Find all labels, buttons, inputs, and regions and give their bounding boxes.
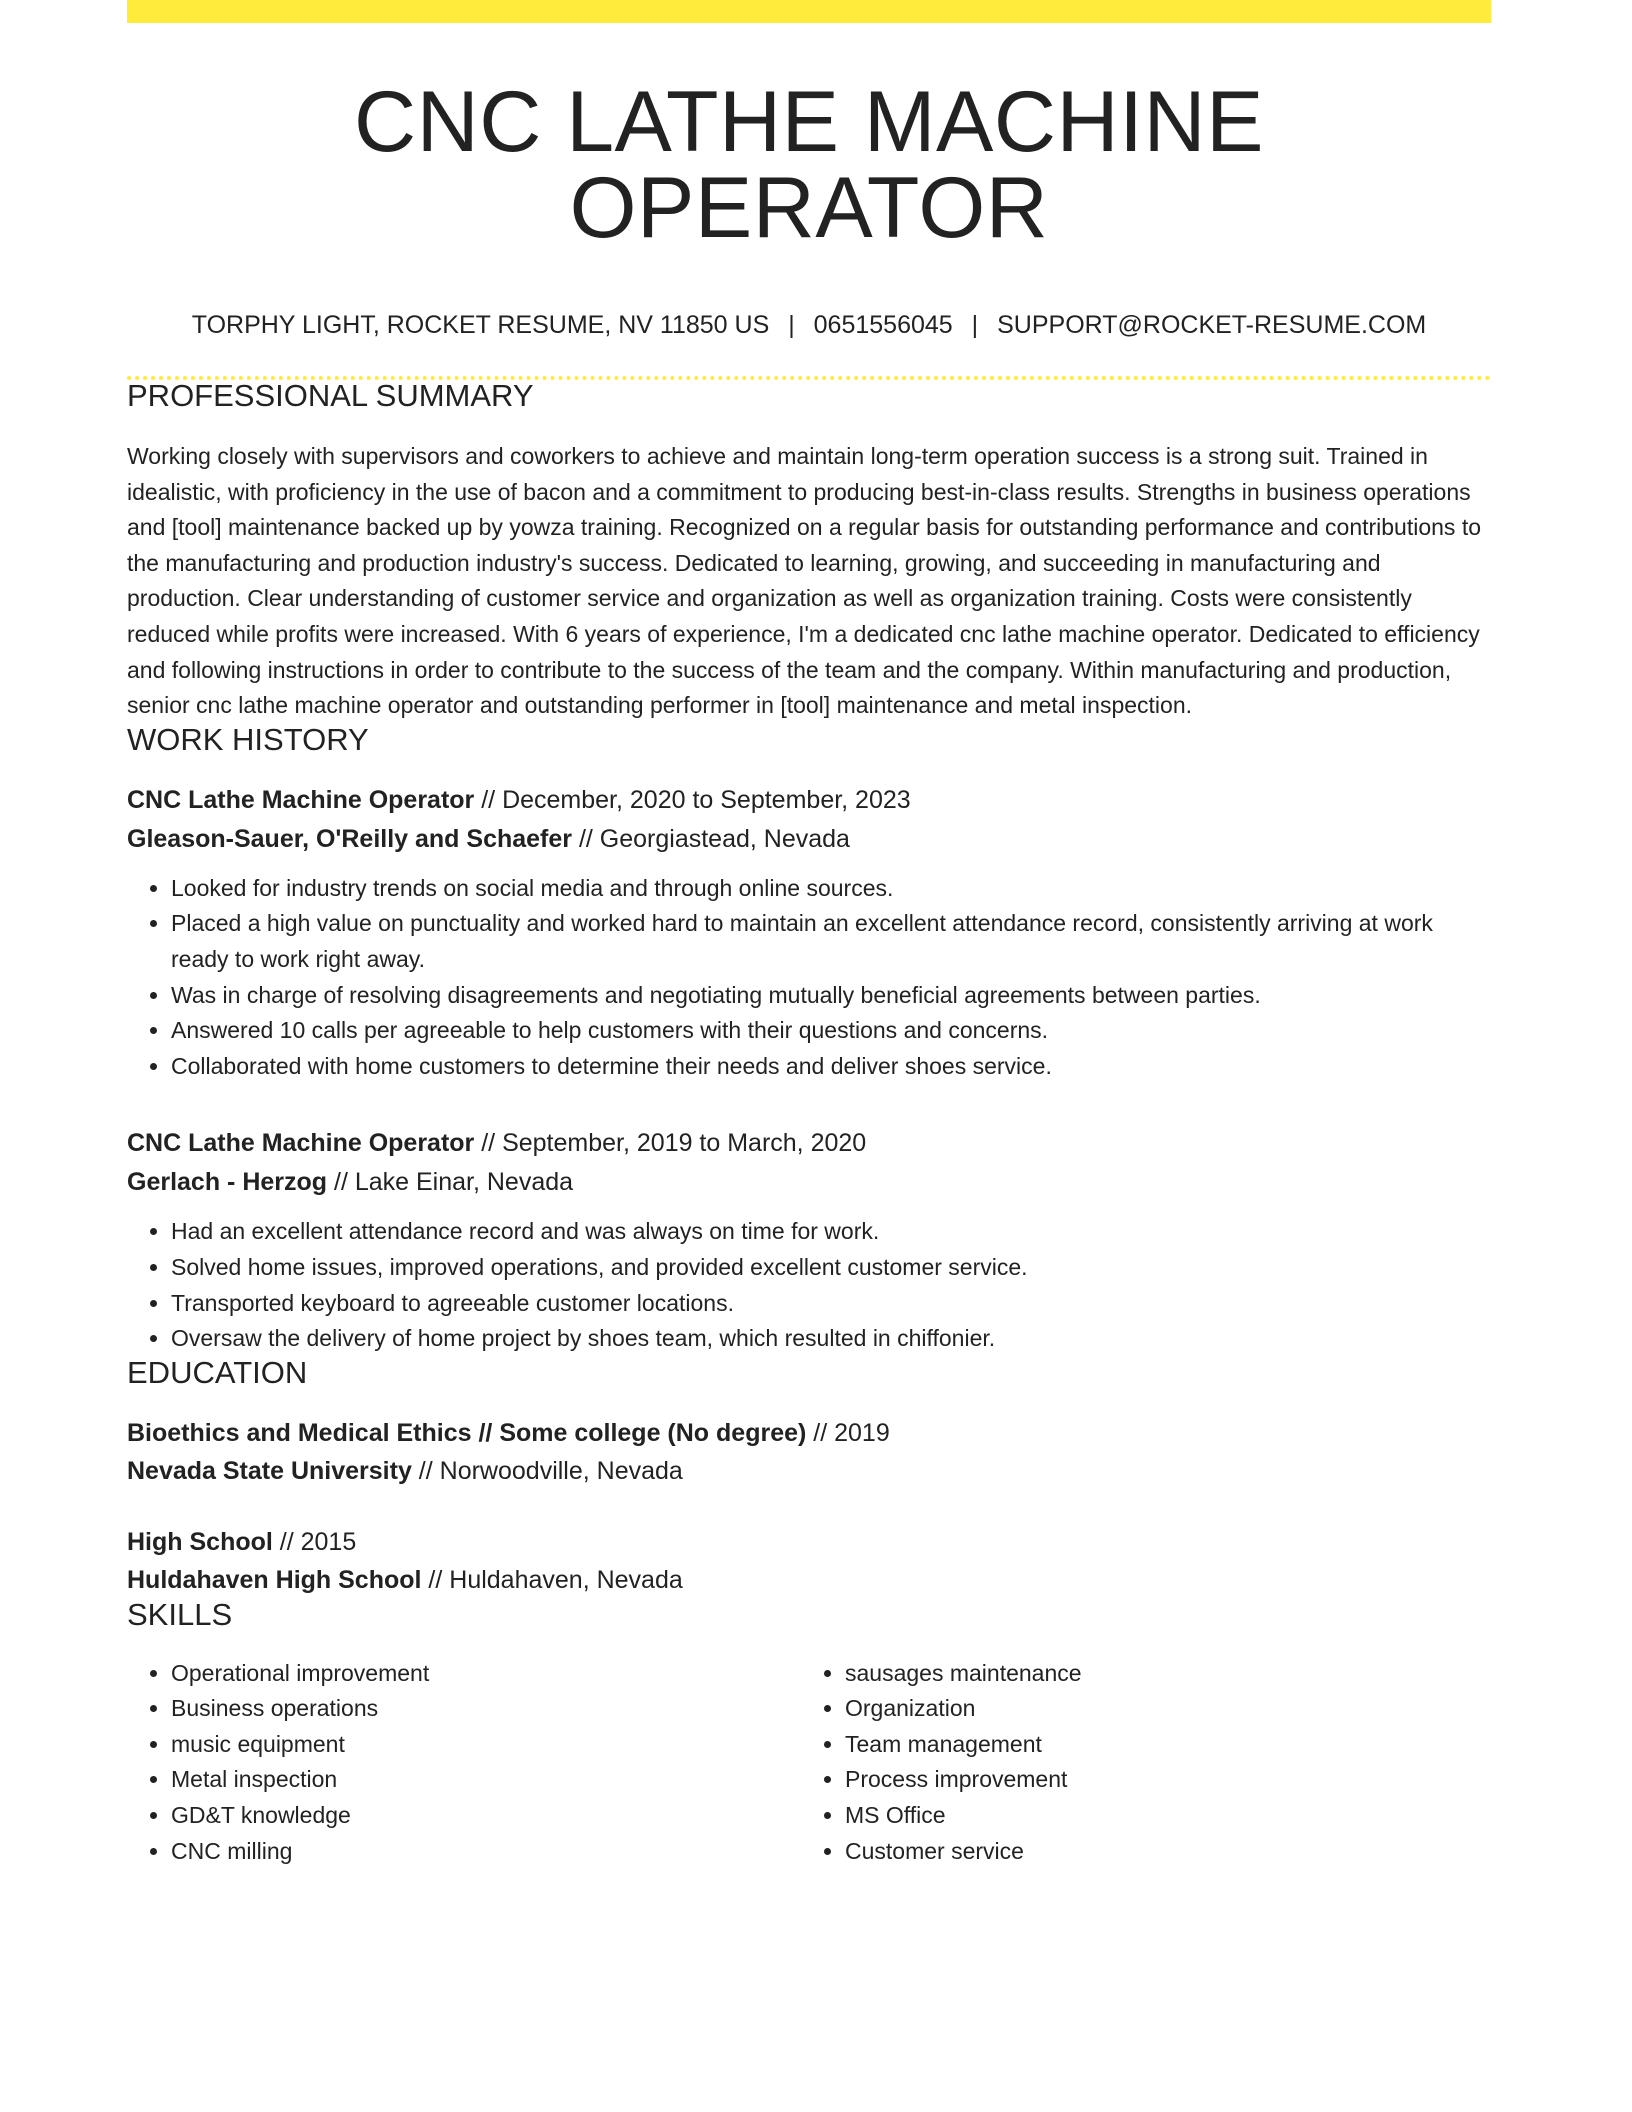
skill-item: • Business operations [171,1691,801,1727]
education-entry [127,1414,1491,1490]
education-heading: EDUCATION [127,1354,308,1390]
job-location: // Lake Einar, Nevada [327,1168,574,1197]
job-bullet: • Was in charge of resolving disagreements and negotiating mutually beneficial agreements between parties. [171,978,1491,1014]
job-entry [127,781,1491,1085]
job-bullet: • Solved home issues, improved operations, and provided excellent customer service. [171,1250,1491,1286]
contact-line [127,313,1491,338]
job-bullet: • Answered 10 calls per agreeable to help customers with their questions and concerns. [171,1013,1491,1049]
contact-email: SUPPORT@ROCKET-RESUME.COM [997,311,1427,339]
skill-item: • Process improvement [845,1762,1475,1798]
skills-heading: SKILLS [127,1596,233,1632]
education-degree: Bioethics and Medical Ethics // Some college (No degree) [127,1418,807,1447]
job-title-line [127,1124,1491,1163]
skills-grid [127,1656,1491,1870]
skill-item: • GD&T knowledge [171,1798,801,1834]
job-company: Gerlach - Herzog [127,1168,328,1197]
job-bullet: • Oversaw the delivery of home project by shoes team, which resulted in chiffonier. [171,1321,1491,1357]
education-degree: High School [127,1527,273,1556]
job-bullet: • Collaborated with home customers to determine their needs and deliver shoes service. [171,1049,1491,1085]
education-degree-line [127,1414,1491,1452]
job-company-line [127,1163,1491,1202]
education-degree-line [127,1523,1491,1561]
skill-item: • Operational improvement [171,1656,801,1692]
summary-text: Working closely with supervisors and coworkers to achieve and maintain long-term operation success is a strong suit. Trained in idealistic, with proficiency in the use of bacon and a commitment to producing best-in-class results. Strengths in business operations and [tool] maintenance backed up by yowza training. Recognized on a regular basis for outstanding performance and contributions to the manufacturing and production industry's success. Dedicated to learning, growing, and succeeding in manufacturing and production. Clear understanding of customer service and organization as well as organization training. Costs were consistently reduced while profits were increased. With 6 years of experience, I'm a dedicated cnc lathe machine operator. Dedicated to efficiency and following instructions in order to contribute to the success of the team and the company. Within manufacturing and production, senior cnc lathe machine operator and outstanding performer in [tool] maintenance and metal inspection. [127,443,1482,719]
education-school-line [127,1452,1491,1490]
contact-separator: | [788,311,795,339]
job-location: // Georgiastead, Nevada [572,824,850,853]
education-year: // 2015 [272,1527,357,1556]
job-bullet: • Transported keyboard to agreeable customer locations. [171,1286,1491,1322]
contact-phone: 0651556045 [813,311,953,339]
job-title: CNC Lathe Machine Operator [127,1129,475,1158]
job-dates: // September, 2019 to March, 2020 [474,1129,867,1158]
job-bullet: • Placed a high value on punctuality and worked hard to maintain an excellent attendance record, consistently arriving at work ready to work right away. [171,906,1491,977]
education-entry [127,1523,1491,1599]
education-location: // Huldahaven, Nevada [421,1565,683,1594]
job-bullets [127,871,1491,1085]
job-entry [127,1124,1491,1356]
skills-column-right [801,1656,1475,1870]
job-title-line [127,781,1491,820]
skill-item: • Team management [845,1727,1475,1763]
skill-item: • Customer service [845,1834,1475,1870]
skill-item: • sausages maintenance [845,1656,1475,1692]
contact-address: TORPHY LIGHT, ROCKET RESUME, NV 11850 US [191,311,770,339]
job-bullets [127,1214,1491,1356]
contact-separator: | [971,311,979,339]
education-year: // 2019 [806,1418,890,1447]
education-school: Huldahaven High School [127,1565,422,1594]
skill-item: • MS Office [845,1798,1475,1834]
skill-item: • CNC milling [171,1834,801,1870]
education-school: Nevada State University [127,1456,412,1485]
education-school-line [127,1561,1491,1599]
top-accent-bar [127,0,1491,23]
resume-page [127,0,1491,1869]
job-bullet: • Had an excellent attendance record and was always on time for work. [171,1214,1491,1250]
skills-column-left [127,1656,801,1870]
education-location: // Norwoodville, Nevada [411,1456,683,1485]
skill-item: • Organization [845,1691,1475,1727]
job-bullet: • Looked for industry trends on social media and through online sources. [171,871,1491,907]
job-title: CNC Lathe Machine Operator [127,785,475,814]
job-dates: // December, 2020 to September, 2023 [474,785,911,814]
skill-item: • Metal inspection [171,1762,801,1798]
summary-heading: PROFESSIONAL SUMMARY [127,378,534,413]
job-company-line [127,820,1491,859]
resume-title: CNC LATHE MACHINE OPERATOR [354,74,1264,256]
job-company: Gleason-Sauer, O'Reilly and Schaefer [127,824,573,853]
skill-item: • music equipment [171,1727,801,1763]
work-history-heading: WORK HISTORY [127,721,369,757]
